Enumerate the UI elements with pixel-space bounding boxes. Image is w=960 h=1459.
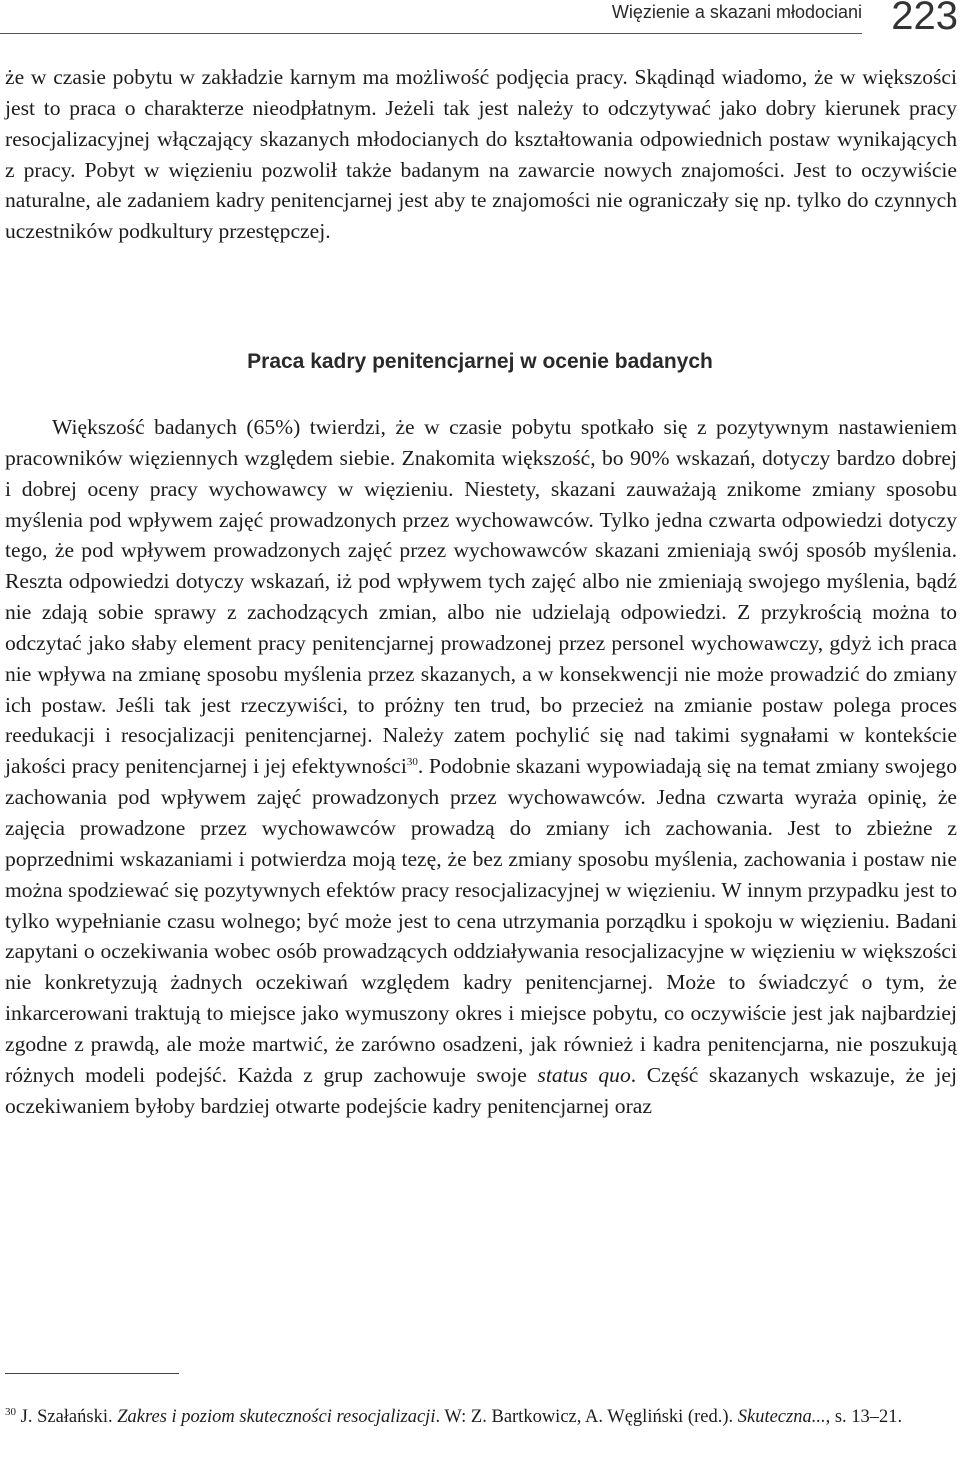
page-number: 223: [891, 0, 958, 38]
running-header: [0, 0, 960, 40]
footnote: [5, 1404, 957, 1430]
intro-text: [5, 62, 957, 247]
paragraph-text-1: Większość badanych (65%) twierdzi, że w czasie pobytu spotkało się z pozytywnym nastawieniem pracowników więziennych względem siebie. Znakomita większość, bo 90% wskazań, dotyczy bardzo dobrej i dobrej oceny pracy wychowawcy w więzieniu. Niestety, skazani zauważają znikome zmiany sposobu myślenia pod wpływem zajęć prowadzonych przez wychowawców. Tylko jedna czwarta odpowiedzi dotyczy tego, że pod wpływem prowadzonych zajęć przez wychowawców skazani zmieniają swój sposób myślenia. Reszta odpowiedzi dotyczy wskazań, iż pod wpływem tych zajęć albo nie zmieniają swojego myślenia, bądź nie zdają sobie sprawy z zachodzących zmian, albo nie udzielają odpowiedzi. Z przykrością można to odczytać jako słaby element pracy penitencjarnej prowadzonej przez personel wychowawczy, gdyż ich praca nie wpływa na zmianę sposobu myślenia przez skazanych, a w konsekwencji nie może prowadzić do zmiany ich postaw. Jeśli tak jest rzeczywiści, to próżny ten trud, bo przecież na zmianie postaw polega proces reedukacji i resocjalizacji penitencjarnej. Należy zatem pochylić się nad takimi sygnałami w kontekście jakości pracy penitencjarnej i jej efektywności: [5, 415, 957, 779]
section-body: [5, 412, 957, 1121]
footnote-number: 30: [5, 1405, 16, 1418]
running-title: Więzienie a skazani młodociani: [611, 2, 862, 22]
footnote-short-title: Skuteczna...: [737, 1407, 826, 1427]
footnote-middle: . W: Z. Bartkowicz, A. Węgliński (red.).: [435, 1407, 738, 1427]
paragraph: [5, 412, 957, 1121]
paragraph-text-3: . Część skazanych wskazuje, że jej oczekiwaniem byłoby bardziej otwarte podejście kadry penitencjarnej oraz: [5, 1062, 957, 1118]
italic-phrase: status quo: [537, 1062, 631, 1087]
footnote-pages: , s. 13–21.: [825, 1407, 903, 1427]
header-rule: [0, 33, 862, 34]
footnote-author: J. Szałański.: [16, 1407, 118, 1427]
footnote-rule: [5, 1373, 179, 1374]
paragraph-continuation: że w czasie pobytu w zakładzie karnym ma możliwość podjęcia pracy. Skądinąd wiadomo, że w większości jest to praca o charakterze nieodpłatnym. Jeżeli tak jest należy to odczytywać jako dobry kierunek pracy resocjalizacyjnej włączający skazanych młodocianych do kształtowania odpowiednich postaw wynikających z pracy. Pobyt w więzieniu pozwolił także badanym na zawarcie nowych znajomości. Jest to oczywiście naturalne, ale zadaniem kadry penitencjarnej jest aby te znajomości nie ograniczały się np. tylko do czynnych uczestników podkultury przestępczej.: [5, 65, 957, 244]
paragraph-text-2: . Podobnie skazani wypowiadają się na temat zmiany swojego zachowania pod wpływem zajęć prowadzonych przez wychowawców. Jedna czwarta wyraża opinię, że zajęcia prowadzone przez wychowawców prowadzą do zmiany ich zachowania. Jest to zbieżne z poprzednimi wskazaniami i potwierdza moją tezę, że bez zmiany sposobu myślenia, zachowania i postaw nie można spodziewać się pozytywnych efektów pracy resocjalizacyjnej w więzieniu. W innym przypadku jest to tylko wypełnianie czasu wolnego; być może jest to cena utrzymania porządku i spokoju w więzieniu. Badani zapytani o oczekiwania wobec osób prowadzących oddziaływania resocjalizacyjne w więzieniu w większości nie konkretyzują żadnych oczekiwań względem kadry penitencjarnej. Może to świadczyć o tym, że inkarcerowani traktują to miejsce jako wymuszony okres i miejsce pobytu, co oczywiście jest jak najbardziej zgodne z prawdą, ale może martwić, że zarówno osadzeni, jak również i kadra penitencjarna, nie poszukują różnych modeli podejść. Każda z grup zachowuje swoje: [5, 754, 958, 1087]
footnote-title: Zakres i poziom skuteczności resocjalizacji: [117, 1407, 436, 1427]
section-heading: Praca kadry penitencjarnej w ocenie badanych: [247, 350, 713, 373]
footnote-reference[interactable]: 30: [406, 756, 418, 769]
